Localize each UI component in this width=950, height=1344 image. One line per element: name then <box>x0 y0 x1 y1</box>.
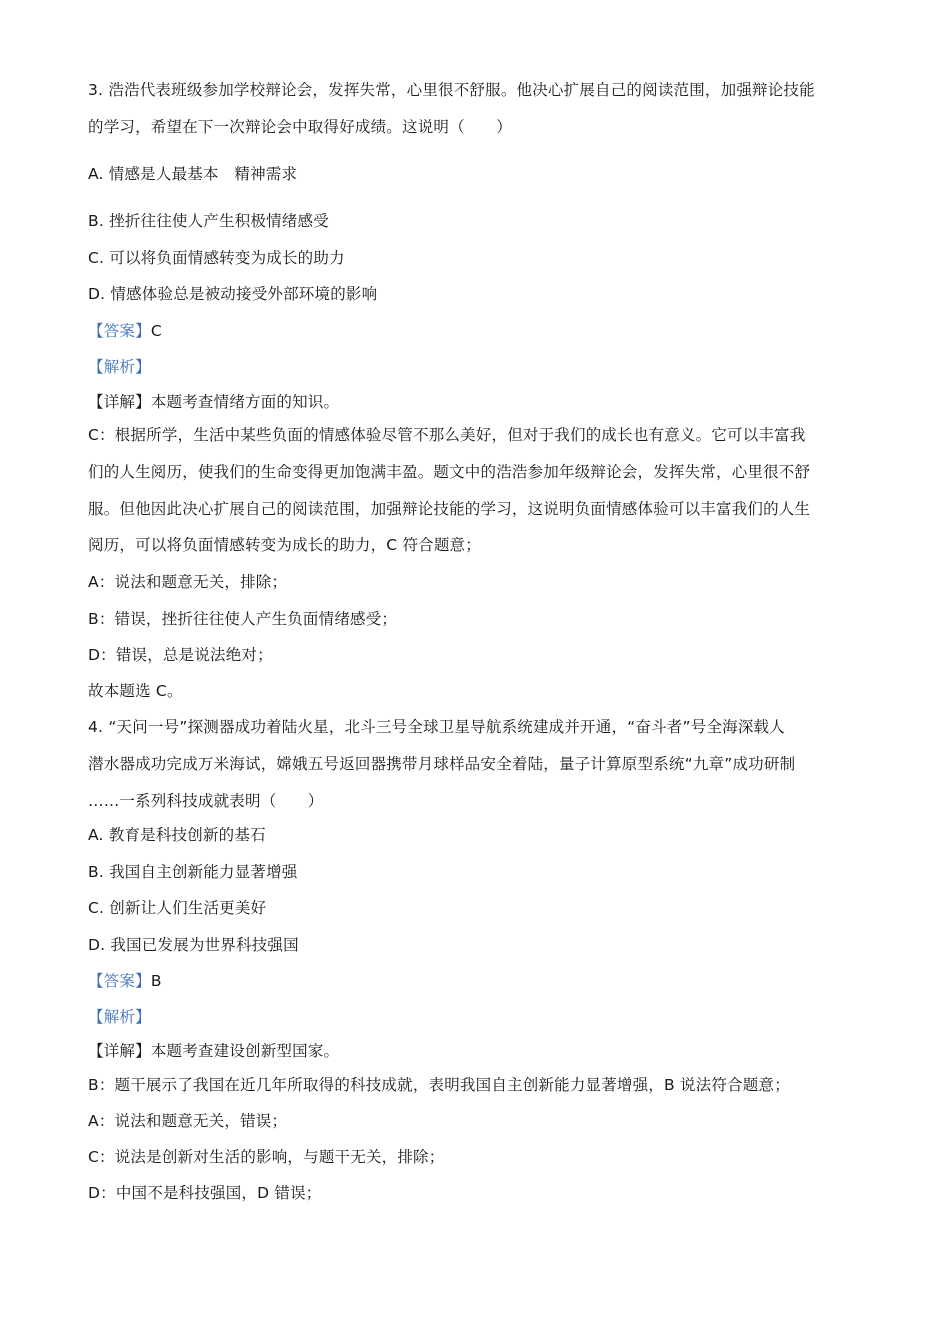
q4-explain-a: A：说法和题意无关，错误； <box>88 1112 288 1130</box>
q3-analysis-tag: 【解析】 <box>88 358 151 376</box>
q4-stem-line-3: ……一系列科技成就表明（ ） <box>88 792 324 810</box>
q3-explain-line-4: 阅历，可以将负面情感转变为成长的助力，C 符合题意； <box>88 536 481 554</box>
q3-answer <box>88 321 162 341</box>
q3-explain-a: A：说法和题意无关，排除； <box>88 573 288 591</box>
q3-detail <box>88 392 339 412</box>
q4-answer-value: B <box>150 972 162 990</box>
q4-stem-line-1: 4. “天问一号”探测器成功着陆火星，北斗三号全球卫星导航系统建成并开通，“奋斗者”号全海深载人 <box>88 718 785 736</box>
q4-answer-tag: 【答案】 <box>88 972 151 990</box>
q3-option-b: B. 挫折往往使人产生积极情绪感受 <box>88 212 329 230</box>
q3-answer-tag: 【答案】 <box>88 322 151 340</box>
q4-explain-b: B：题干展示了我国在近几年所取得的科技成就，表明我国自主创新能力显著增强，B 说法符合题意； <box>88 1076 790 1094</box>
q3-detail-text: 本题考查情绪方面的知识。 <box>150 393 340 411</box>
q3-stem-line-1: 3. 浩浩代表班级参加学校辩论会，发挥失常，心里很不舒服。他决心扩展自己的阅读范围，加强辩论技能 <box>88 81 815 99</box>
q4-analysis-tag: 【解析】 <box>88 1008 151 1026</box>
q4-stem-line-2: 潜水器成功完成万米海试，嫦娥五号返回器携带月球样品安全着陆，量子计算原型系统“九章”成功研制 <box>88 755 796 773</box>
q3-answer-value: C <box>150 322 162 340</box>
q3-explain-d: D：错误，总是说法绝对； <box>88 646 273 664</box>
q3-option-a: A. 情感是人最基本 精神需求 <box>88 165 298 183</box>
q4-detail-tag: 【详解】 <box>88 1042 151 1060</box>
q3-explain-line-1: C：根据所学，生活中某些负面的情感体验尽管不那么美好，但对于我们的成长也有意义。它可以丰富我 <box>88 426 806 444</box>
q4-answer <box>88 971 162 991</box>
q4-detail <box>88 1041 339 1061</box>
q3-stem-line-2: 的学习，希望在下一次辩论会中取得好成绩。这说明（ ） <box>88 118 512 136</box>
q4-option-c: C. 创新让人们生活更美好 <box>88 899 267 917</box>
q4-detail-text: 本题考查建设创新型国家。 <box>150 1042 340 1060</box>
q4-explain-c: C：说法是创新对生活的影响，与题干无关，排除； <box>88 1148 445 1166</box>
q3-explain-b: B：错误，挫折往往使人产生负面情绪感受； <box>88 610 398 628</box>
q3-detail-tag: 【详解】 <box>88 393 151 411</box>
q3-conclusion: 故本题选 C。 <box>88 682 183 700</box>
q4-explain-d: D：中国不是科技强国，D 错误； <box>88 1184 322 1202</box>
q3-option-c: C. 可以将负面情感转变为成长的助力 <box>88 249 345 267</box>
q4-option-d: D. 我国已发展为世界科技强国 <box>88 936 299 954</box>
q3-option-d: D. 情感体验总是被动接受外部环境的影响 <box>88 285 378 303</box>
q4-option-b: B. 我国自主创新能力显著增强 <box>88 863 298 881</box>
q3-explain-line-3: 服。但他因此决心扩展自己的阅读范围，加强辩论技能的学习，这说明负面情感体验可以丰富我们的人生 <box>88 500 811 518</box>
q4-option-a: A. 教育是科技创新的基石 <box>88 826 266 844</box>
q3-explain-line-2: 们的人生阅历，使我们的生命变得更加饱满丰盈。题文中的浩浩参加年级辩论会，发挥失常，心里很不舒 <box>88 463 811 481</box>
